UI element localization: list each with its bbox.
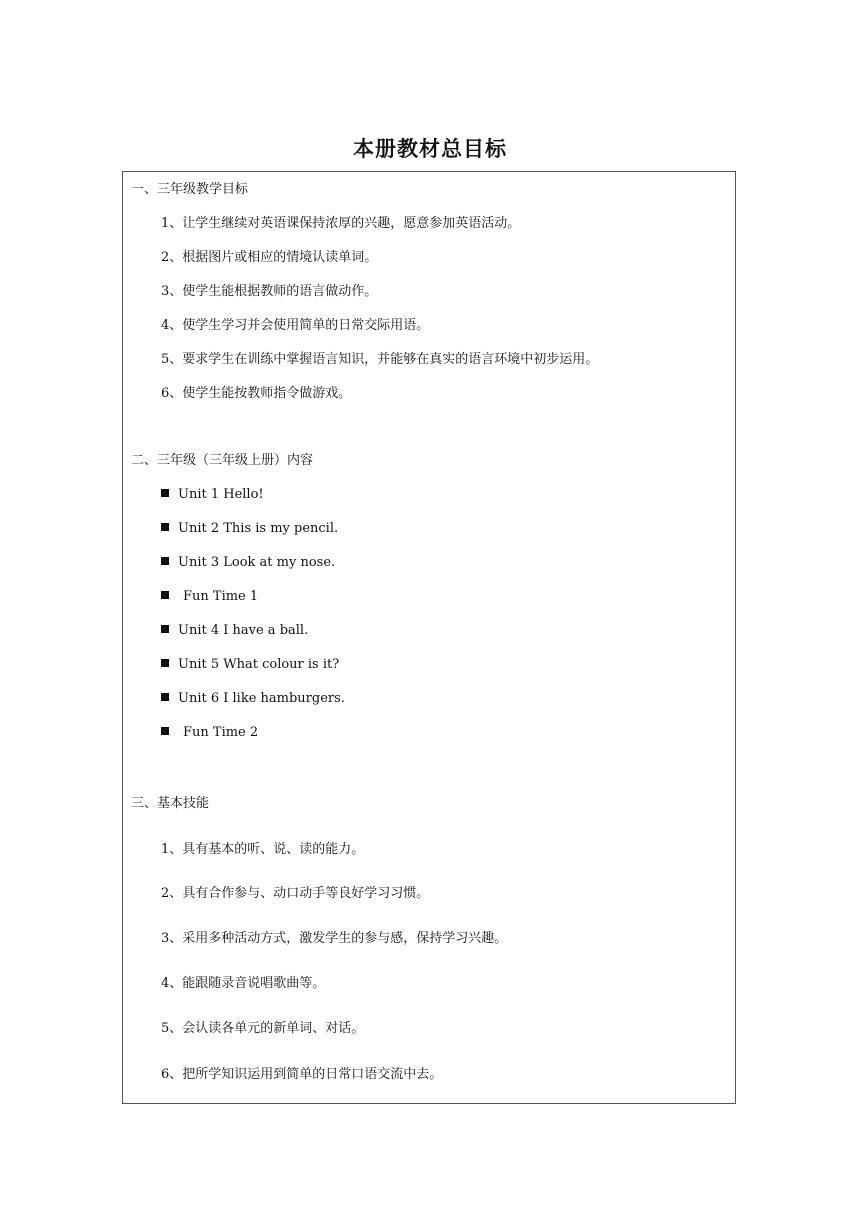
unit-label: Unit 1 Hello! xyxy=(178,487,264,502)
unit-list-item xyxy=(161,554,335,572)
unit-list-item xyxy=(161,486,264,504)
goal-item: 3、使学生能根据教师的语言做动作。 xyxy=(161,284,378,299)
goal-item: 5、要求学生在训练中掌握语言知识，并能够在真实的语言环境中初步运用。 xyxy=(161,352,599,367)
unit-list-item xyxy=(161,656,339,674)
skill-item: 1、具有基本的听、说、读的能力。 xyxy=(161,842,365,857)
unit-list-item xyxy=(161,520,338,538)
square-bullet-icon xyxy=(161,557,169,565)
unit-label: Unit 4 I have a ball. xyxy=(178,623,309,638)
goal-item: 4、使学生学习并会使用简单的日常交际用语。 xyxy=(161,318,430,333)
square-bullet-icon xyxy=(161,523,169,531)
section-heading-skills: 三、基本技能 xyxy=(131,796,210,811)
skill-item: 5、会认读各单元的新单词、对话。 xyxy=(161,1021,365,1036)
square-bullet-icon xyxy=(161,727,169,735)
unit-label: Unit 2 This is my pencil. xyxy=(178,521,339,536)
unit-label: Fun Time 1 xyxy=(183,589,259,604)
unit-list-item xyxy=(161,588,258,606)
page-title: 本册教材总目标 xyxy=(353,137,507,161)
unit-label: Unit 3 Look at my nose. xyxy=(178,555,336,570)
unit-list-item xyxy=(161,622,308,640)
section-heading-goals: 一、三年级教学目标 xyxy=(131,182,249,197)
skill-item: 2、具有合作参与、动口动手等良好学习习惯。 xyxy=(161,886,430,901)
content-box xyxy=(122,171,736,1104)
unit-label: Unit 5 What colour is it? xyxy=(178,657,340,672)
goal-item: 1、让学生继续对英语课保持浓厚的兴趣，愿意参加英语活动。 xyxy=(161,216,521,231)
skill-item: 6、把所学知识运用到简单的日常口语交流中去。 xyxy=(161,1067,443,1082)
skill-item: 3、采用多种活动方式，激发学生的参与感，保持学习兴趣。 xyxy=(161,931,508,946)
unit-label: Fun Time 2 xyxy=(183,725,259,740)
square-bullet-icon xyxy=(161,693,169,701)
square-bullet-icon xyxy=(161,591,169,599)
goal-item: 6、使学生能按教师指令做游戏。 xyxy=(161,386,352,401)
unit-list-item xyxy=(161,724,258,742)
square-bullet-icon xyxy=(161,489,169,497)
square-bullet-icon xyxy=(161,659,169,667)
unit-list-item xyxy=(161,690,345,708)
unit-label: Unit 6 I like hamburgers. xyxy=(178,691,345,706)
section-heading-contents: 二、三年级（三年级上册）内容 xyxy=(131,453,314,468)
square-bullet-icon xyxy=(161,625,169,633)
goal-item: 2、根据图片或相应的情境认读单词。 xyxy=(161,250,378,265)
skill-item: 4、能跟随录音说唱歌曲等。 xyxy=(161,976,326,991)
